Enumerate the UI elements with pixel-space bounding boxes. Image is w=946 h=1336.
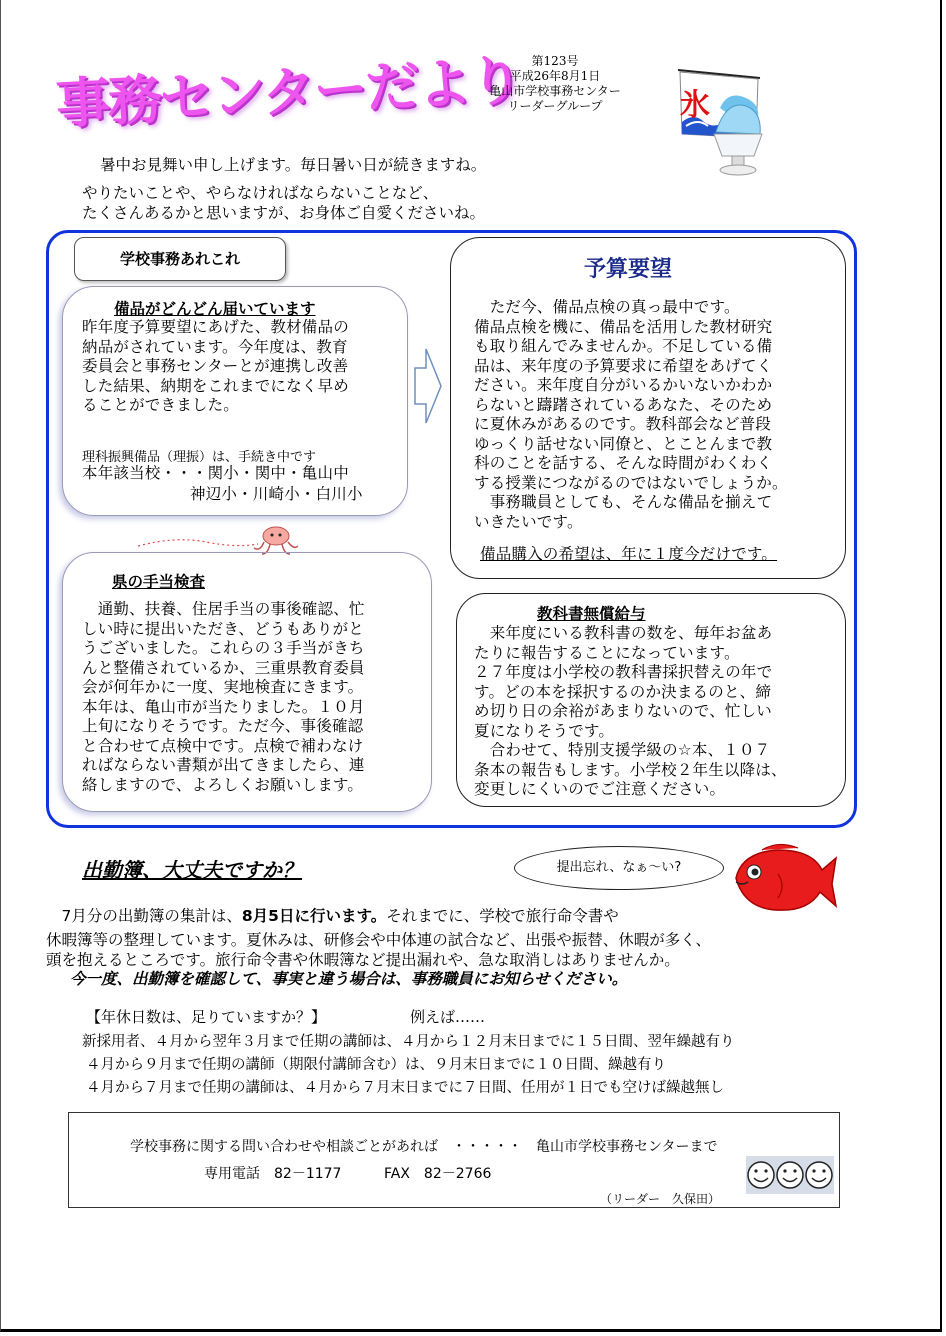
right-arrow-icon <box>413 346 443 426</box>
attendance-emphasis: 今一度、出勤簿を確認して、事実と違う場合は、事務職員にお知らせください。 <box>70 970 628 988</box>
leave-example: 例えば…… <box>410 1008 486 1026</box>
leave-row-2: ４月から９月まで任期の講師（期限付講師含む）は、９月末日までに１０日間、繰越有り <box>86 1057 666 1073</box>
leave-row-3: ４月から７月まで任期の講師は、４月から７月末日までに７日間、任用が１日でも空けば繰越無し <box>86 1080 724 1096</box>
issue-group: リーダーグループ <box>507 99 603 113</box>
allowance-body: 通勤、扶養、住居手当の事後確認、忙 しい時に提出いただき、どうもありがと うございました。これらの３手当がきち んと整備されているか、三重県教育委員 会が何年かに一度、実地検査にきます。 本年は、亀山市が当たりました。１０月 上旬になりそうです。ただ今、事後確認 と合わせて点検中です。点検で補わなけ ればならない書類が出てきましたら、連 絡しますので、よろしくお願いします。 <box>82 600 365 794</box>
ice-flag-label: 氷 <box>680 88 710 123</box>
attendance-line-1c: それまでに、学校で旅行命令書や <box>386 907 619 925</box>
speech-bubble: 提出忘れ、なぁ～い? <box>514 846 724 890</box>
section-tag: 学校事務あれこれ <box>74 237 286 281</box>
contact-leader: （リーダー 久保田） <box>600 1192 721 1206</box>
greeting-line-2: やりたいことや、やらなければならないことなど、 <box>82 184 439 202</box>
equipment-body: 昨年度予算要望にあげた、教材備品の 納品がされています。今年度は、教育 委員会と事務センターとが連携し改善 した結果、納期をこれまでになく早め ることができました。 <box>82 318 349 414</box>
contact-line: 学校事務に関する問い合わせや相談ごとがあれば ・・・・・ 亀山市学校事務センターまで <box>130 1139 718 1155</box>
attendance-line-3: 頭を抱えるところです。旅行命令書や休暇簿など提出漏れや、急な取消しはありませんか。 <box>46 951 680 969</box>
contact-box <box>68 1112 840 1208</box>
attendance-line-1a: 7月分の出勤簿の集計は、 <box>46 907 242 925</box>
greeting-line-3: たくさんあるかと思いますが、お身体ご自愛くださいね。 <box>82 204 486 222</box>
attendance-title: 出勤簿、大丈夫ですか？ <box>82 858 302 882</box>
newsletter-title: 事務センターだより <box>54 48 524 137</box>
attendance-date: 8月5日に行います。 <box>241 907 387 925</box>
budget-body: ただ今、備品点検の真っ最中です。 備品点検を機に、備品を活用した教材研究 も取り組んでみませんか。不足している備 品は、来年度の予算要求に希望をあげてく ださい。来年度自分がいるかいないかわか らないと躊躇されているあなた、そのため に夏休みがあるのです。教科部会など普段 ゆっくり話せない同僚と、とことんまで教 科のことを話する、そんな時間がわくわく する授業につながるのではないでしょうか。 事務職員としても、そんな備品を揃えて いきたいです。 <box>474 298 788 531</box>
equipment-heading: 備品がどんどん届いています <box>114 300 316 318</box>
equipment-schools-1: 本年該当校・・・関小・関中・亀山中 <box>82 464 349 482</box>
attendance-line-2: 休暇簿等の整理しています。夏休みは、研修会や中体連の試合など、出張や振替、休暇が多く、 <box>46 931 711 949</box>
budget-footer: 備品購入の希望は、年に１度今だけです。 <box>480 545 778 563</box>
leave-heading: 【年休日数は、足りていますか？】 <box>86 1008 327 1026</box>
smiley-faces-icon <box>746 1156 834 1194</box>
contact-fax: FAX 82－2766 <box>384 1166 492 1182</box>
equipment-note: 理科振興備品（理振）は、手続き中です <box>82 450 317 465</box>
textbook-body: 来年度にいる教科書の数を、毎年お盆あ たりに報告することになっています。 ２７年度は小学校の教科書採択替えの年で す。どの本を採択するのか決まるのと、締 め切り日の余裕があまりないので、忙しい 夏になりそうです。 合わせて、特別支援学級の☆本、１０７ 条本の報告もします。小学校２年生以降は、 変更しにくいのでご注意ください。 <box>474 624 787 798</box>
issue-info <box>470 54 640 114</box>
budget-title: 予算要望 <box>584 257 673 282</box>
attendance-line-1 <box>46 904 619 926</box>
contact-phone: 専用電話 82－1177 <box>204 1166 342 1182</box>
equipment-schools-2: 神辺小・川崎小・白川小 <box>190 485 363 503</box>
issue-number: 第123号 <box>531 54 579 68</box>
sea-bream-icon <box>722 840 838 920</box>
leave-row-1: 新採用者、４月から翌年３月まで任期の講師は、４月から１２月末日までに１５日間、翌年繰越有り <box>82 1034 735 1050</box>
issue-date: 平成26年8月1日 <box>509 69 601 83</box>
allowance-heading: 県の手当検査 <box>112 573 206 591</box>
textbook-heading: 教科書無償給与 <box>537 605 646 623</box>
issue-org: 亀山市学校事務センター <box>489 84 621 98</box>
greeting-line-1: 暑中お見舞い申し上げます。毎日暑い日が続きますね。 <box>100 156 487 174</box>
